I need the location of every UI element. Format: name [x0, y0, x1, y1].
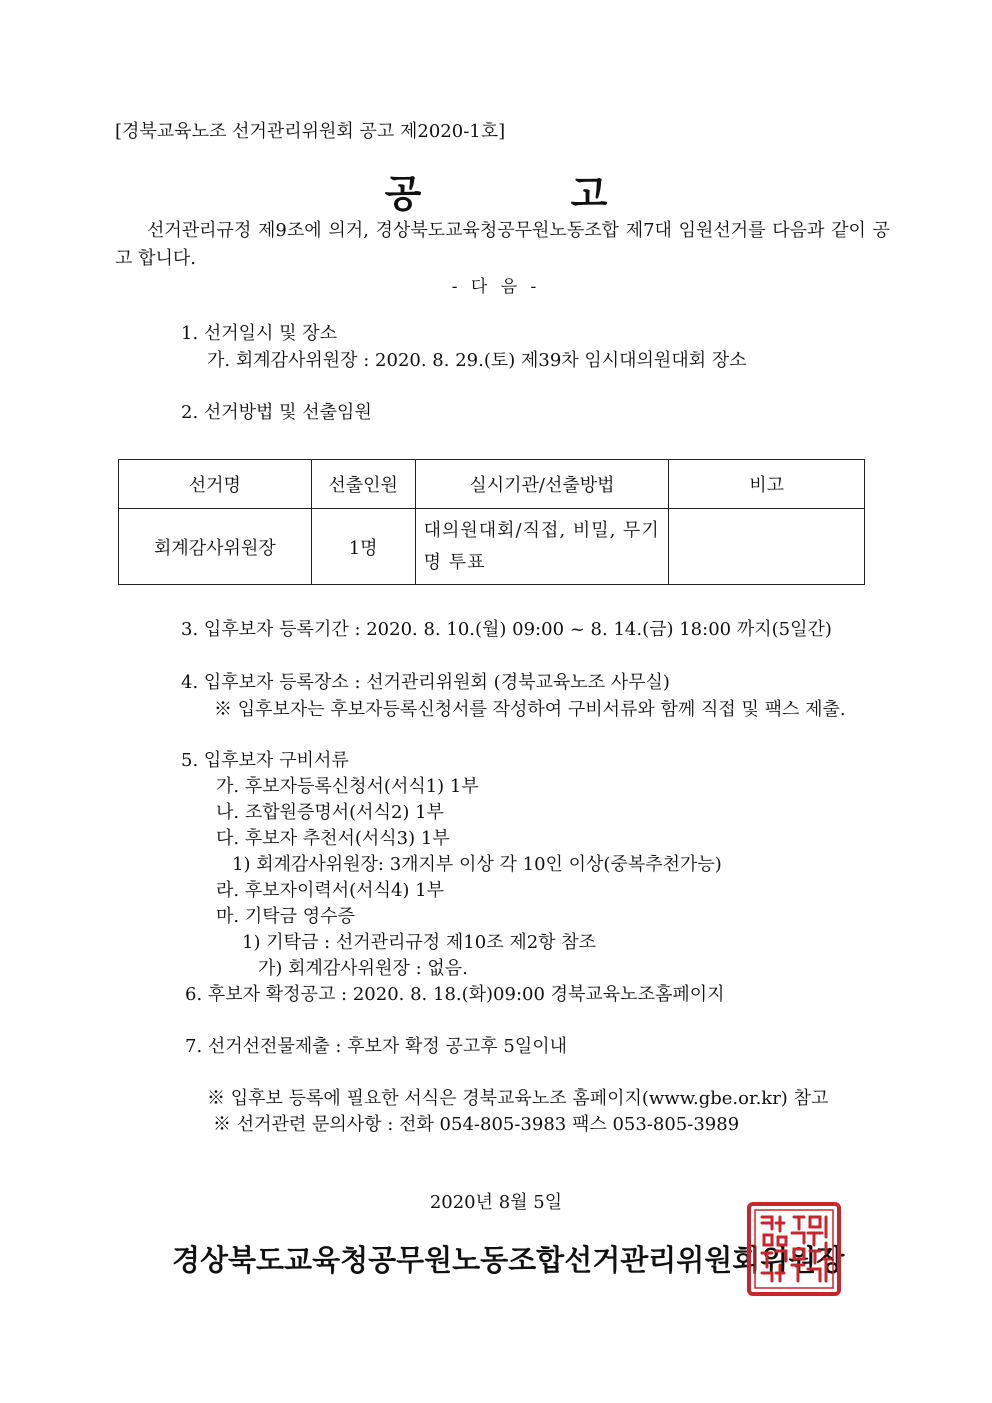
seal-icon — [746, 1201, 842, 1297]
section-4-note: ※ 입후보자는 후보자등록신청서를 작성하여 구비서류와 함께 직접 및 팩스 제출. — [214, 699, 846, 720]
section-5-item-da: 다. 후보자 추천서(서식3) 1부 — [216, 828, 450, 849]
section-1-title: 1. 선거일시 및 장소 — [181, 323, 338, 344]
table-header-cell: 비고 — [669, 460, 865, 509]
table-header-cell: 선거명 — [119, 460, 312, 509]
section-5-item-ma-1: 1) 기탁금 : 선거관리규정 제10조 제2항 참조 — [242, 932, 597, 953]
table-cell-count: 1명 — [311, 509, 415, 585]
section-5-item-ga: 가. 후보자등록신청서(서식1) 1부 — [216, 776, 479, 797]
table-cell-remarks — [669, 509, 865, 585]
section-5-item-na: 나. 조합원증명서(서식2) 1부 — [216, 802, 444, 823]
section-1-item: 가. 회계감사위원장 : 2020. 8. 29.(토) 제39차 임시대의원대회 장소 — [207, 350, 747, 371]
dam-heading: - 다 음 - — [451, 277, 541, 297]
section-7: 7. 선거선전물제출 : 후보자 확정 공고후 5일이내 — [185, 1036, 568, 1057]
notice-date: 2020년 8월 5일 — [429, 1192, 563, 1213]
intro-paragraph: 선거관리규정 제9조에 의거, 경상북도교육청공무원노동조합 제7대 임원선거를 다음과 같이 공고 합니다. — [115, 220, 890, 269]
notice-number: [경북교육노조 선거관리위원회 공고 제2020-1호] — [115, 121, 506, 142]
section-5-title: 5. 입후보자 구비서류 — [181, 750, 349, 771]
note-contact: ※ 선거관련 문의사항 : 전화 054-805-3983 팩스 053-805-3989 — [213, 1114, 740, 1135]
official-seal — [746, 1201, 842, 1297]
document-title: 공 고 — [384, 171, 676, 216]
section-2-title: 2. 선거방법 및 선출임원 — [181, 402, 372, 423]
table-cell-position: 회계감사위원장 — [119, 509, 312, 585]
table-row — [119, 509, 865, 585]
section-5-item-ma-1-ga: 가) 회계감사위원장 : 없음. — [258, 958, 468, 979]
election-table — [118, 459, 865, 585]
table-header-cell: 선출인원 — [311, 460, 415, 509]
table-cell-method: 대의원대회/직접, 비밀, 무기명 투표 — [415, 509, 669, 585]
section-5-item-ra: 라. 후보자이력서(서식4) 1부 — [216, 880, 444, 901]
table-header-row — [119, 460, 865, 509]
section-4-title: 4. 입후보자 등록장소 : 선거관리위원회 (경북교육노조 사무실) — [181, 672, 670, 693]
signature-line: 경상북도교육청공무원노동조합선거관리위원회위원장 — [172, 1243, 845, 1277]
table-header-cell: 실시기관/선출방법 — [415, 460, 669, 509]
note-forms: ※ 입후보 등록에 필요한 서식은 경북교육노조 홈페이지(www.gbe.or.kr) 참고 — [207, 1088, 829, 1109]
section-5-item-da-1: 1) 회계감사위원장: 3개지부 이상 각 10인 이상(중복추천가능) — [232, 854, 722, 875]
section-5-item-ma: 마. 기탁금 영수증 — [216, 906, 355, 927]
section-3: 3. 입후보자 등록기간 : 2020. 8. 10.(월) 09:00 ~ 8. 14.(금) 18:00 까지(5일간) — [181, 619, 832, 640]
section-6: 6. 후보자 확정공고 : 2020. 8. 18.(화)09:00 경북교육노조홈페이지 — [185, 984, 725, 1005]
